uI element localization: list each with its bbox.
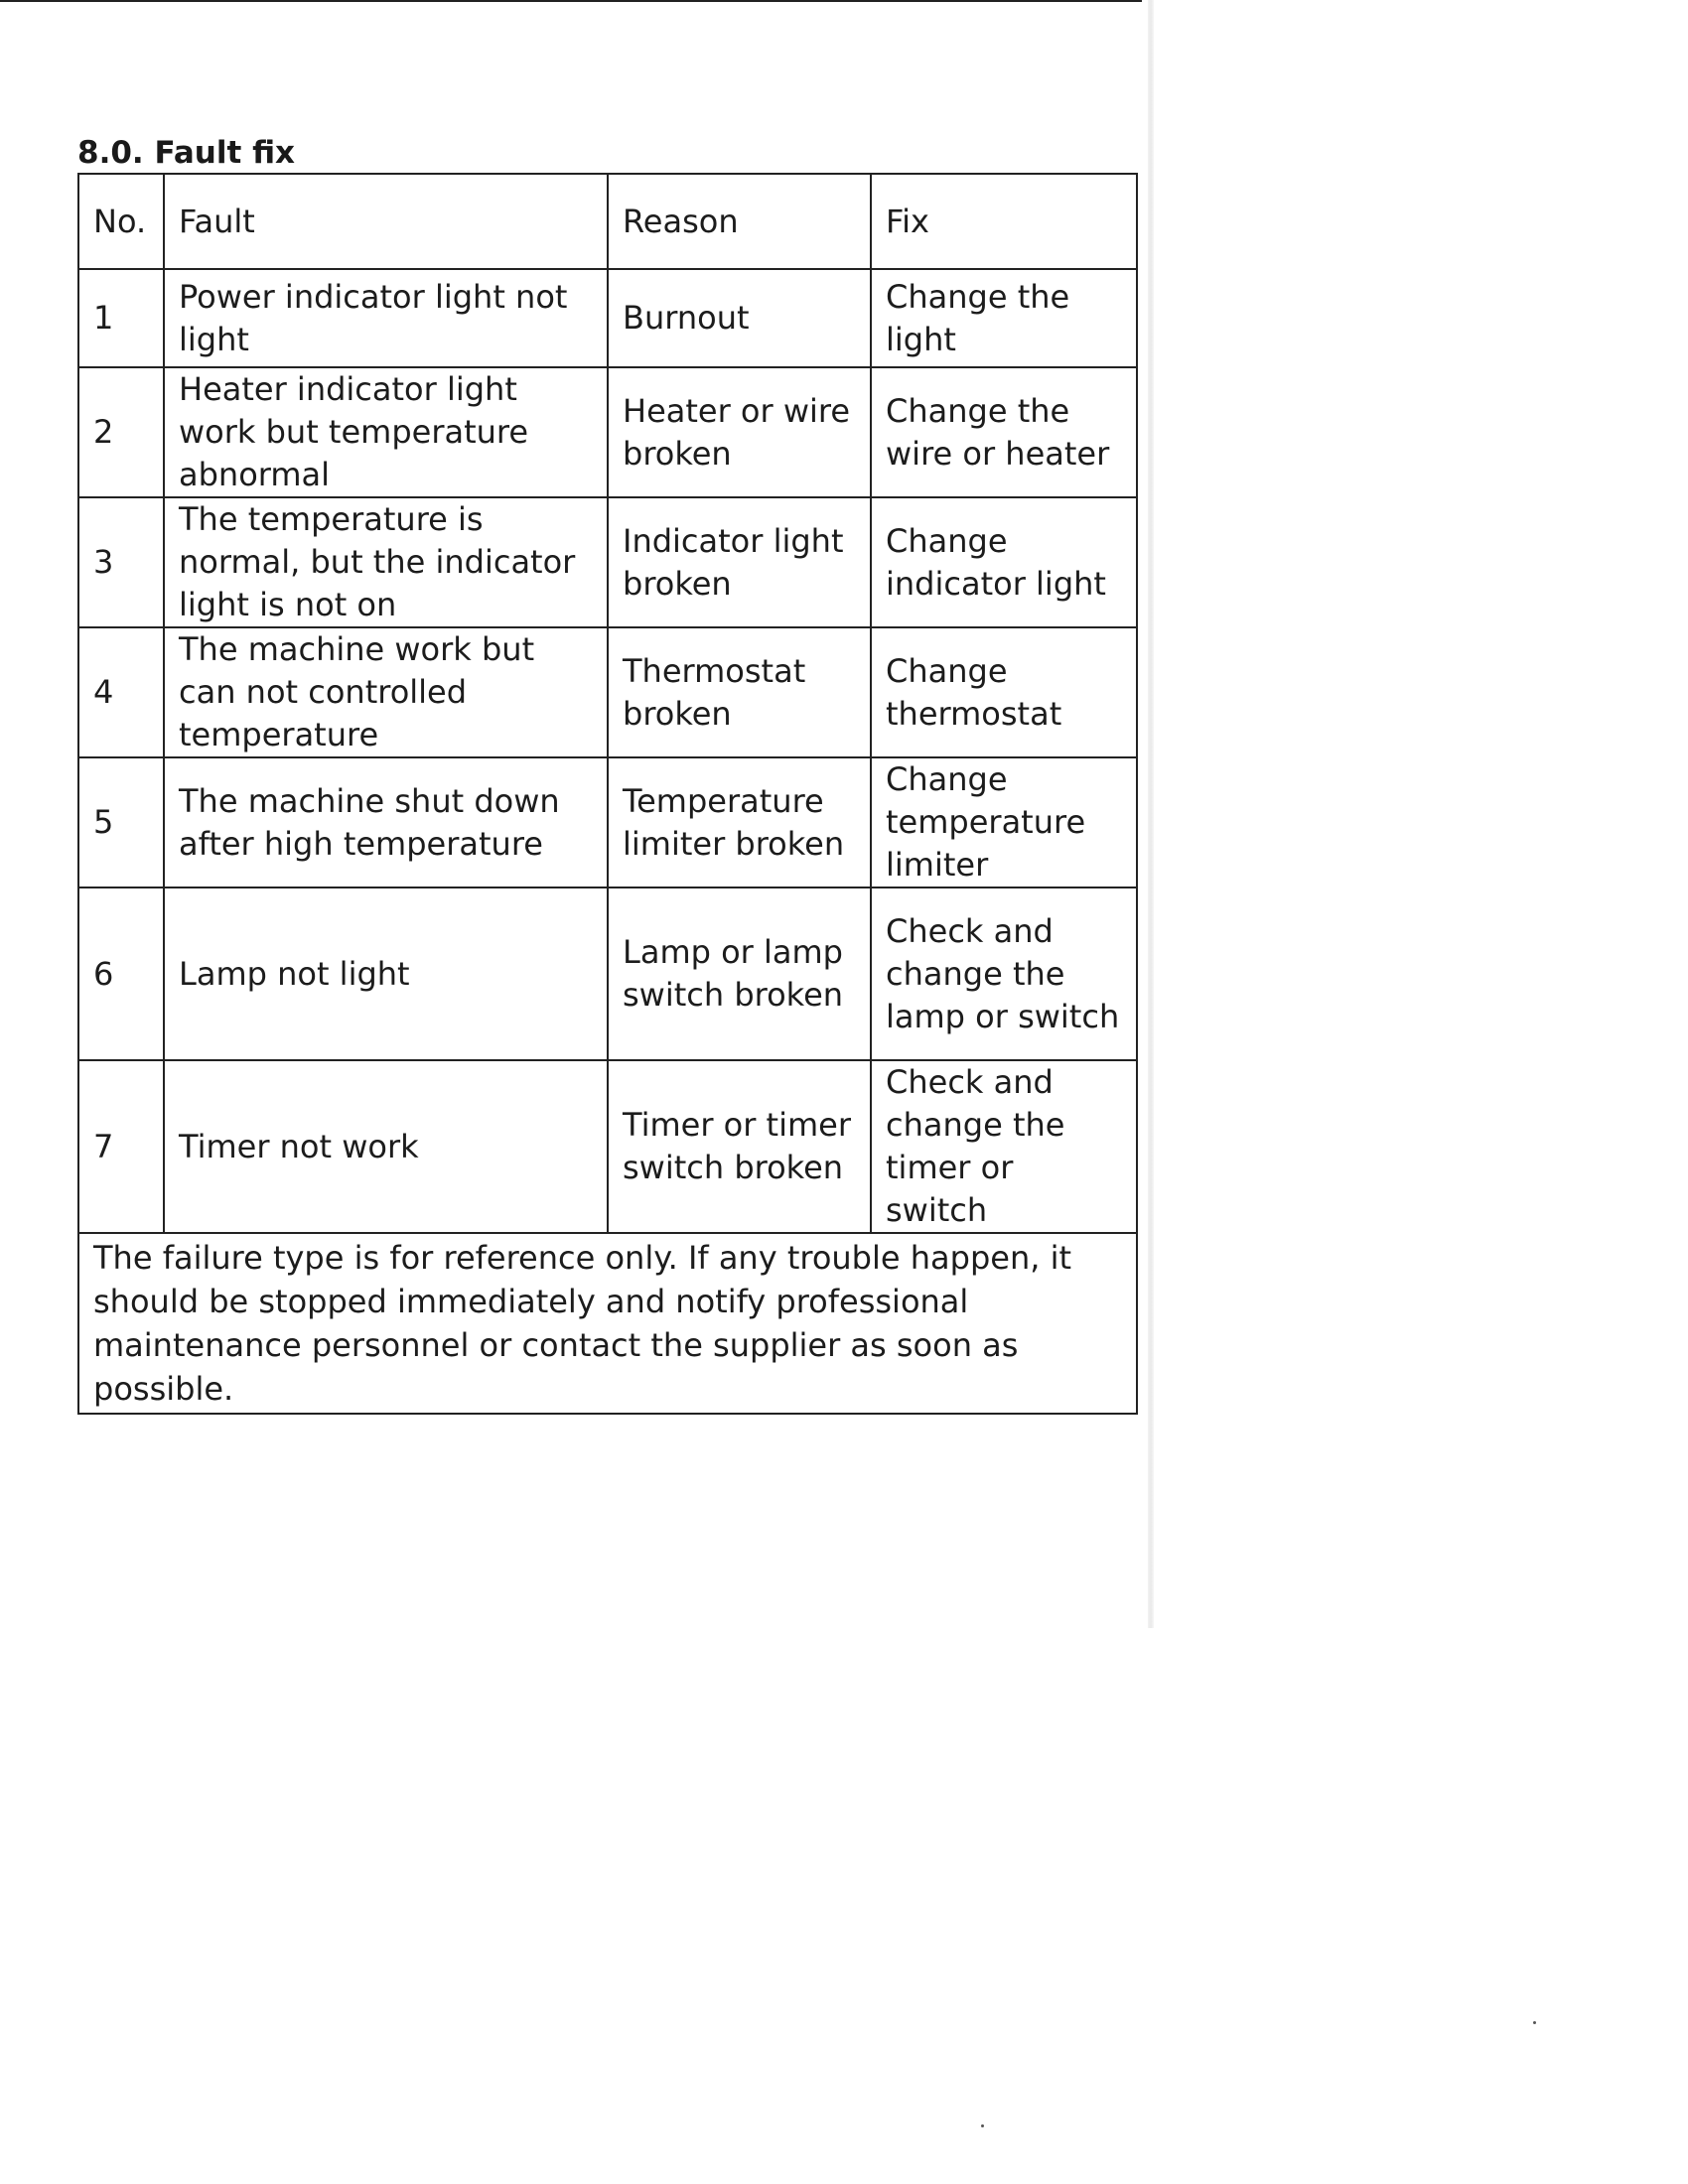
cell-fix: Check and change the timer or switch xyxy=(871,1060,1137,1233)
table-row xyxy=(78,887,1137,1060)
cell-reason: Lamp or lamp switch broken xyxy=(608,887,871,1060)
cell-fault: Heater indicator light work but temperature abnormal xyxy=(164,367,608,497)
table-row xyxy=(78,757,1137,887)
fault-fix-table xyxy=(77,173,1138,1415)
cell-no: 5 xyxy=(78,757,164,887)
cell-fault: Power indicator light not light xyxy=(164,269,608,367)
cell-fault: Timer not work xyxy=(164,1060,608,1233)
section-title: 8.0. Fault fix xyxy=(77,135,296,171)
cell-no: 3 xyxy=(78,497,164,627)
cell-no: 4 xyxy=(78,627,164,757)
table-row xyxy=(78,269,1137,367)
cell-reason: Heater or wire broken xyxy=(608,367,871,497)
table-row xyxy=(78,627,1137,757)
cell-fix: Change temperature limiter xyxy=(871,757,1137,887)
scan-top-edge xyxy=(0,0,1142,2)
cell-no: 2 xyxy=(78,367,164,497)
cell-no: 1 xyxy=(78,269,164,367)
table-row xyxy=(78,1060,1137,1233)
cell-fix: Change the wire or heater xyxy=(871,367,1137,497)
header-no: No. xyxy=(78,174,164,269)
table-header-row xyxy=(78,174,1137,269)
cell-reason: Timer or timer switch broken xyxy=(608,1060,871,1233)
cell-fix: Change thermostat xyxy=(871,627,1137,757)
cell-fault: The temperature is normal, but the indicator light is not on xyxy=(164,497,608,627)
cell-no: 6 xyxy=(78,887,164,1060)
table-note-row xyxy=(78,1233,1137,1414)
reference-note: The failure type is for reference only. If any trouble happen, it should be stopped immediately and notify professional maintenance personnel or contact the supplier as soon as possible. xyxy=(78,1233,1137,1414)
cell-fix: Change indicator light xyxy=(871,497,1137,627)
cell-fix: Check and change the lamp or switch xyxy=(871,887,1137,1060)
cell-reason: Indicator light broken xyxy=(608,497,871,627)
table-row xyxy=(78,367,1137,497)
page-fold-shadow xyxy=(1148,0,1154,1628)
scan-speck xyxy=(981,2124,984,2127)
cell-fault: The machine shut down after high temperature xyxy=(164,757,608,887)
header-fault: Fault xyxy=(164,174,608,269)
cell-reason: Burnout xyxy=(608,269,871,367)
cell-fault: The machine work but can not controlled temperature xyxy=(164,627,608,757)
table-row xyxy=(78,497,1137,627)
cell-reason: Temperature limiter broken xyxy=(608,757,871,887)
header-reason: Reason xyxy=(608,174,871,269)
scan-speck xyxy=(1533,2021,1536,2024)
header-fix: Fix xyxy=(871,174,1137,269)
cell-no: 7 xyxy=(78,1060,164,1233)
cell-fault: Lamp not light xyxy=(164,887,608,1060)
cell-reason: Thermostat broken xyxy=(608,627,871,757)
cell-fix: Change the light xyxy=(871,269,1137,367)
